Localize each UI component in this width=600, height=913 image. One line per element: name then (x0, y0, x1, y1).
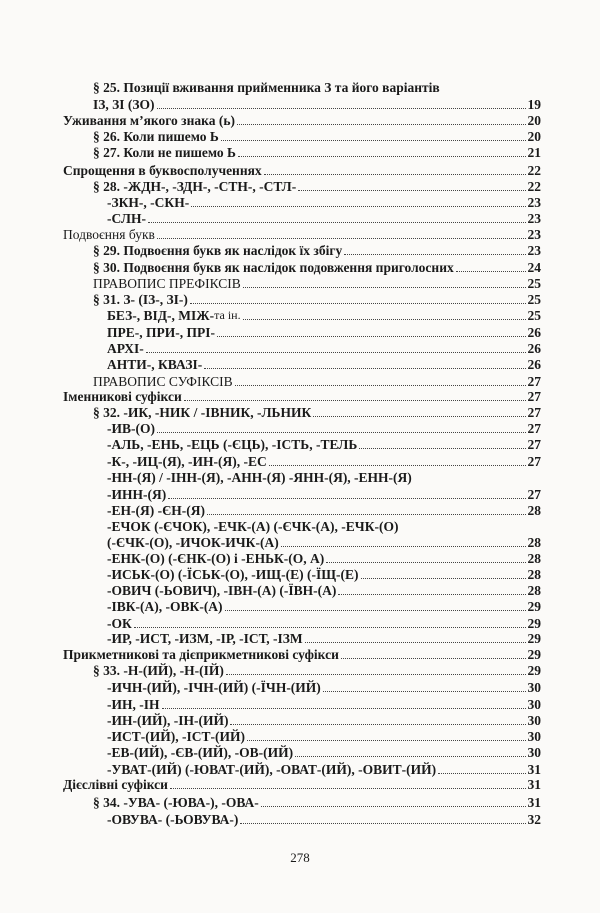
leader-dots (361, 578, 526, 579)
leader-dots (207, 514, 525, 515)
toc-page-number: 28 (527, 567, 541, 582)
toc-entry[interactable] (93, 374, 541, 389)
toc-entry[interactable] (107, 631, 541, 646)
toc-entry[interactable] (93, 795, 541, 810)
toc-page-number: 28 (527, 551, 541, 566)
toc-entry[interactable] (63, 647, 541, 662)
toc-entry-title: -ЕЧОК (-ЄЧОК), -ЕЧК-(А) (-ЄЧК-(А), -ЕЧК-(О) (107, 519, 399, 534)
toc-entry-title: АРХІ- (107, 341, 144, 356)
leader-dots (313, 416, 525, 417)
toc-entry[interactable] (63, 227, 541, 242)
leader-dots (225, 610, 526, 611)
toc-entry[interactable] (107, 519, 541, 534)
toc-entry-title: Прикметникові та дієприкметникові суфікси (63, 647, 339, 662)
toc-entry-title: -ИСЬК-(О) (-ЇСЬК-(О), -ИЩ-(Е) (-ЇЩ-(Е) (107, 567, 359, 582)
toc-page-number: 28 (527, 535, 541, 550)
toc-entry-title: -ИН, -ІН (107, 697, 160, 712)
toc-entry-title: -К-, -ИЦ-(Я), -ИН-(Я), -ЕС (107, 454, 267, 469)
toc-entry[interactable] (107, 487, 541, 502)
leader-dots (235, 385, 526, 386)
toc-entry[interactable] (107, 729, 541, 744)
toc-entry-title: § 30. Подвоєння букв як наслідок подовження приголосних (93, 260, 454, 275)
leader-dots (264, 174, 526, 175)
toc-page-number: 25 (527, 308, 541, 323)
toc-entry[interactable] (93, 129, 541, 144)
toc-entry-title: -ИЧН-(ИЙ), -ІЧН-(ИЙ) (-ЇЧН-(ИЙ) (107, 680, 321, 695)
toc-entry-title: -ЕНК-(О) (-ЄНК-(О) і -ЕНЬК-(О, А) (107, 551, 325, 566)
toc-page-number: 27 (527, 374, 541, 389)
toc-page-number: 30 (527, 729, 541, 744)
toc-page-number: 27 (527, 487, 541, 502)
toc-entry-title: Уживання м’якого знака (ь) (63, 113, 235, 128)
leader-dots (240, 823, 525, 824)
toc-page-number: 29 (527, 647, 541, 662)
leader-dots (456, 271, 526, 272)
leader-dots (191, 206, 525, 207)
toc-page-number: 23 (527, 211, 541, 226)
leader-dots (157, 108, 526, 109)
leader-dots (148, 222, 526, 223)
leader-dots (243, 319, 526, 320)
toc-entry[interactable] (107, 551, 541, 566)
toc-entry[interactable] (107, 195, 541, 210)
toc-entry-title: § 25. Позиції вживання прийменника З та його варіантів (93, 80, 440, 95)
toc-entry-title: Спрощення в буквосполученнях (63, 163, 262, 178)
toc-page-number: 31 (527, 762, 541, 777)
toc-entry[interactable] (93, 260, 541, 275)
toc-page-number: 25 (527, 292, 541, 307)
leader-dots (168, 498, 525, 499)
leader-dots (323, 691, 526, 692)
leader-dots (170, 788, 526, 789)
leader-dots (281, 546, 526, 547)
toc-entry[interactable] (107, 697, 541, 712)
toc-entry-title: -ОВУВА- (-ЬОВУВА-) (107, 812, 239, 827)
leader-dots (359, 448, 525, 449)
toc-page-number: 30 (527, 680, 541, 695)
toc-entry[interactable] (107, 308, 541, 323)
toc-entry[interactable] (93, 145, 541, 160)
page-number: 278 (290, 850, 310, 865)
toc-page-number: 28 (527, 503, 541, 518)
toc-page-number: 27 (527, 405, 541, 420)
toc-entry-title: -ЗКН-, -СКН- (107, 195, 190, 210)
toc-entry-title: § 31. З- (ІЗ-, ЗІ-) (93, 292, 188, 307)
toc-page-number: 20 (527, 113, 541, 128)
toc-page-number: 24 (527, 260, 541, 275)
toc-page-number: 19 (527, 97, 541, 112)
leader-dots (146, 352, 526, 353)
leader-dots (243, 287, 526, 288)
toc-entry-title: ПРАВОПИС СУФІКСІВ (93, 374, 233, 389)
leader-dots (298, 190, 525, 191)
toc-entry[interactable] (107, 567, 541, 582)
toc-entry-title: -ИВ-(О) (107, 421, 155, 436)
toc-page-number: 29 (527, 616, 541, 631)
leader-dots (230, 724, 525, 725)
toc-entry-title: § 27. Коли не пишемо Ь (93, 145, 236, 160)
toc-page-number: 27 (527, 389, 541, 404)
toc-entry-title: § 32. -ИК, -НИК / -ІВНИК, -ЛЬНИК (93, 405, 312, 420)
toc-entry[interactable] (93, 276, 541, 291)
leader-dots (226, 674, 526, 675)
toc-entry-title: -АЛЬ, -ЕНЬ, -ЕЦЬ (-ЄЦЬ), -ІСТЬ, -ТЕЛЬ (107, 437, 358, 452)
toc-page-number: 27 (527, 437, 541, 452)
toc-entry-title: § 26. Коли пишемо Ь (93, 129, 219, 144)
toc-page-number: 25 (527, 276, 541, 291)
leader-dots (344, 254, 525, 255)
toc-entry-title: Подвоєння букв (63, 227, 155, 242)
toc-entry-title: БЕЗ-, ВІД-, МІЖ- (107, 308, 215, 323)
toc-entry[interactable] (107, 421, 541, 436)
toc-page-number: 30 (527, 713, 541, 728)
leader-dots (295, 756, 525, 757)
toc-entry[interactable] (107, 745, 541, 760)
leader-dots (269, 465, 526, 466)
toc-entry[interactable] (93, 405, 541, 420)
toc-entry-title: -СЛН- (107, 211, 146, 226)
toc-page-number: 31 (527, 777, 541, 792)
toc-entry[interactable] (63, 389, 541, 404)
leader-dots (157, 432, 526, 433)
toc-page-number: 21 (527, 145, 541, 160)
toc-entry[interactable] (107, 470, 541, 485)
toc-entry-title: -НН-(Я) / -ІНН-(Я), -АНН-(Я) -ЯНН-(Я), -ЕНН-(Я) (107, 470, 412, 485)
toc-entry[interactable] (93, 80, 541, 95)
toc-entry[interactable] (107, 583, 541, 598)
toc-entry[interactable] (107, 599, 541, 614)
toc-entry-title: § 29. Подвоєння букв як наслідок їх збігу (93, 243, 343, 258)
toc-entry-title: -ОВИЧ (-ЬОВИЧ), -ІВН-(А) (-ЇВН-(А) (107, 583, 337, 598)
toc-entry[interactable] (93, 663, 541, 678)
toc-page-number: 23 (527, 243, 541, 258)
toc-entry-title: ІЗ, ЗІ (ЗО) (93, 97, 155, 112)
toc-entry[interactable] (93, 179, 541, 194)
toc-entry[interactable] (107, 437, 541, 452)
toc-entry[interactable] (107, 325, 541, 340)
toc-entry-title: § 28. -ЖДН-, -ЗДН-, -СТН-, -СТЛ- (93, 179, 297, 194)
toc-page-number: 30 (527, 745, 541, 760)
toc-entry[interactable] (107, 454, 541, 469)
toc-entry[interactable] (107, 503, 541, 518)
toc-entry-title: ПРЕ-, ПРИ-, ПРІ- (107, 325, 215, 340)
toc-entry[interactable] (107, 535, 541, 550)
toc-entry[interactable] (107, 812, 541, 827)
toc-entry-title: § 33. -Н-(ИЙ), -Н-(ІЙ) (93, 663, 224, 678)
leader-dots (261, 806, 526, 807)
toc-entry[interactable] (93, 292, 541, 307)
toc-entry-title: -ІВК-(А), -ОВК-(А) (107, 599, 223, 614)
toc-entry-title: § 34. -УВА- (-ЮВА-), -ОВА- (93, 795, 259, 810)
toc-page-number: 29 (527, 663, 541, 678)
leader-dots (190, 303, 526, 304)
leader-dots (204, 368, 525, 369)
leader-dots (134, 627, 526, 628)
toc-entry-title: -ИН-(ИЙ), -ІН-(ИЙ) (107, 713, 229, 728)
leader-dots (326, 562, 525, 563)
toc-entry-title: ПРАВОПИС ПРЕФІКСІВ (93, 276, 241, 291)
toc-page-number: 22 (527, 179, 541, 194)
leader-dots (341, 658, 526, 659)
toc-entry-note: та ін. (214, 308, 241, 322)
toc-entry-title: -ЕВ-(ИЙ), -ЄВ-(ИЙ), -ОВ-(ИЙ) (107, 745, 294, 760)
toc-page-number: 23 (527, 227, 541, 242)
toc-page-number: 31 (527, 795, 541, 810)
toc-entry[interactable] (107, 713, 541, 728)
leader-dots (217, 336, 526, 337)
leader-dots (238, 156, 526, 157)
toc-page-number: 26 (527, 325, 541, 340)
toc-entry-title: -ЕН-(Я) -ЄН-(Я) (107, 503, 206, 518)
toc-page-number: 23 (527, 195, 541, 210)
toc-page-number: 27 (527, 454, 541, 469)
toc-entry-title: (-ЄЧК-(О), -ИЧОК-ИЧК-(А) (107, 535, 279, 550)
toc-entry[interactable] (63, 163, 541, 178)
toc-page-number: 26 (527, 357, 541, 372)
toc-entry[interactable] (107, 341, 541, 356)
toc-page-number: 32 (527, 812, 541, 827)
toc-page-number: 30 (527, 697, 541, 712)
leader-dots (221, 140, 526, 141)
toc-entry[interactable] (63, 113, 541, 128)
toc-page-number: 29 (527, 599, 541, 614)
leader-dots (338, 594, 525, 595)
toc-entry[interactable] (107, 211, 541, 226)
toc-entry-title: Дієслівні суфікси (63, 777, 168, 792)
toc-entry-title: -ОК (107, 616, 132, 631)
toc-page-number: 26 (527, 341, 541, 356)
toc-entry-title: Іменникові суфікси (63, 389, 182, 404)
leader-dots (305, 642, 526, 643)
toc-entry-title: -ИНН-(Я) (107, 487, 167, 502)
leader-dots (184, 400, 526, 401)
leader-dots (237, 124, 526, 125)
toc-page-number: 22 (527, 163, 541, 178)
toc-entry-title: -ИР, -ИСТ, -ИЗМ, -ІР, -ІСТ, -ІЗМ (107, 631, 303, 646)
toc-page-number: 29 (527, 631, 541, 646)
toc-entry[interactable] (63, 777, 541, 792)
toc-page-number: 27 (527, 421, 541, 436)
toc-entry-title: -ИСТ-(ИЙ), -ІСТ-(ИЙ) (107, 729, 245, 744)
toc-entry[interactable] (93, 243, 541, 258)
toc-entry[interactable] (107, 762, 541, 777)
leader-dots (438, 773, 525, 774)
toc-entry[interactable] (107, 616, 541, 631)
leader-dots (247, 740, 526, 741)
toc-entry-title: -УВАТ-(ИЙ) (-ЮВАТ-(ИЙ), -ОВАТ-(ИЙ), -ОВИТ-(ИЙ) (107, 762, 437, 777)
leader-dots (157, 238, 526, 239)
toc-entry[interactable] (107, 357, 541, 372)
toc-entry-title: АНТИ-, КВАЗІ- (107, 357, 203, 372)
toc-entry[interactable] (93, 97, 541, 112)
toc-page-number: 28 (527, 583, 541, 598)
leader-dots (162, 708, 526, 709)
toc-entry[interactable] (107, 680, 541, 695)
toc-page-number: 20 (527, 129, 541, 144)
